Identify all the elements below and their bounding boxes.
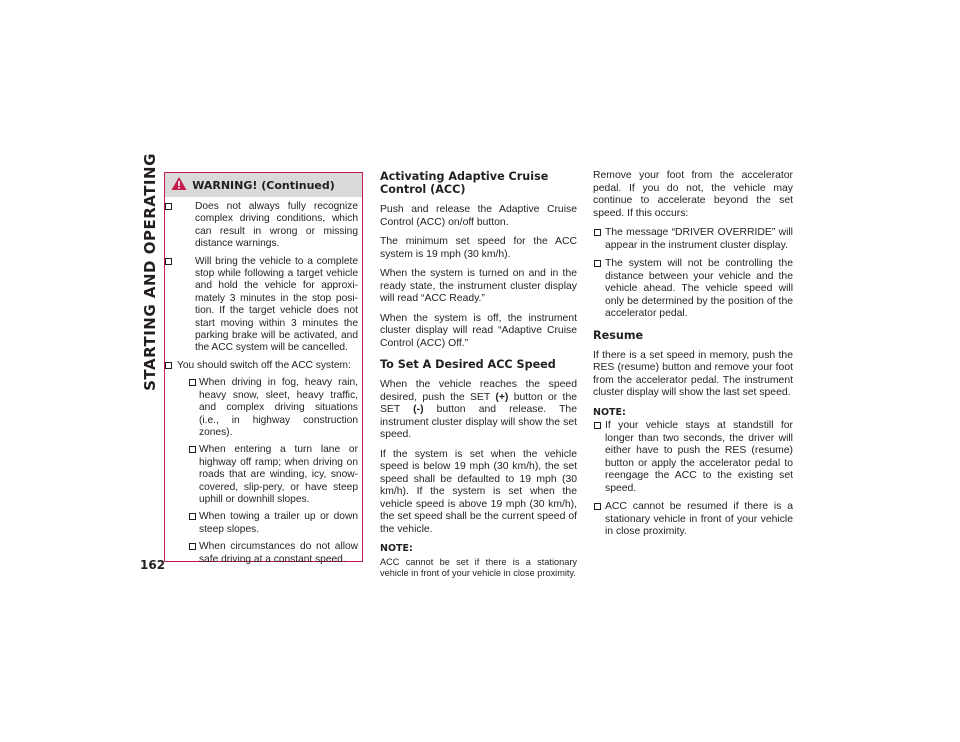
heading-set-speed: To Set A Desired ACC Speed (380, 358, 556, 371)
list-item: When driving in fog, heavy rain, heavy snow, sleet, heavy traffic, and complex driving situations (i.e., in highway construction zones). (177, 377, 358, 439)
warning-top-list (165, 201, 358, 355)
paragraph: The minimum set speed for the ACC system is 19 mph (30 km/h). (380, 236, 577, 260)
page-number: 162 (140, 558, 166, 572)
heading-resume: Resume (593, 328, 644, 342)
list-item: When circumstances do not allow safe driving at a constant speed. (177, 541, 358, 566)
paragraph: If the system is set when the vehicle speed is below 19 mph (30 km/h), the set speed shall be defaulted to 19 mph (30 km/h). If the system is set when the vehicle speed is above 19 mph (30 km/h), the set speed shall be the current speed of the vehicle. (380, 448, 577, 535)
override-list (593, 227, 793, 321)
square-bullet-icon (189, 379, 196, 386)
paragraph-set-speed: When the vehicle reaches the speed desired, push the SET (+) button or the SET (-) button and release. The instrument cluster display will show the set speed. (380, 379, 578, 440)
square-bullet-icon (165, 362, 172, 369)
warning-switch-off-list (165, 360, 358, 566)
note-label: NOTE: (380, 543, 413, 554)
list-item: If your vehicle stays at standstill for longer than two seconds, the driver will either have to push the RES (resume) button or apply the accelerator pedal to reengage the ACC to the existing set speed. (593, 420, 793, 495)
heading-activating-acc: Activating Adaptive Cruise Control (ACC) (380, 170, 549, 196)
paragraph: Push and release the Adaptive Cruise Control (ACC) on/off button. (380, 204, 577, 228)
section-title-text: STARTING AND OPERATING (141, 153, 159, 391)
square-bullet-icon (165, 258, 172, 265)
resume-note-list (593, 420, 793, 539)
warning-triangle-icon (171, 176, 187, 191)
list-item: Will bring the vehicle to a complete stop while following a target vehicle and hold the vehicle for approxi-mately 3 minutes in the stop posi-tion. If the target vehicle does not start moving within 3 minutes the parking brake will be activated, and the ACC system will be cancelled. (165, 256, 358, 355)
list-item: You should switch off the ACC system: When driving in fog, heavy rain, heavy snow, sleet, heavy traffic, and complex driving situations (i.e., in highway construction zones). When entering a turn lane or highway off ramp; when driving on roads that are winding, icy, snow-covered, slip-pery, or have steep uphill or downhill slopes. When towing a trailer up or down steep slopes. When circumstances do not allow safe driving at a constant speed. (165, 360, 358, 566)
right-column (593, 170, 793, 545)
paragraph: When the system is turned on and in the ready state, the instrument cluster display will read “ACC Ready.” (380, 268, 577, 304)
square-bullet-icon (594, 422, 601, 429)
square-bullet-icon (594, 260, 601, 267)
list-item: When entering a turn lane or highway off ramp; when driving on roads that are winding, icy, snow-covered, slip-pery, or have steep uphill or downhill slopes. (177, 444, 358, 506)
note-label: NOTE: (593, 406, 626, 418)
list-item: When towing a trailer up or down steep slopes. (177, 511, 358, 536)
middle-column (380, 170, 577, 587)
square-bullet-icon (189, 543, 196, 550)
paragraph: Remove your foot from the accelerator pedal. If you do not, the vehicle may continue to accelerate beyond the set speed. If this occurs: (593, 170, 793, 219)
warning-title: WARNING! (Continued) (192, 178, 335, 192)
warning-box (164, 172, 363, 565)
list-item: Does not always fully recognize complex driving conditions, which can result in wrong or missing distance warnings. (165, 201, 358, 251)
list-item: ACC cannot be resumed if there is a stationary vehicle in front of your vehicle in close proximity. (593, 501, 793, 539)
list-item: The system will not be controlling the distance between your vehicle and the vehicle ahead. The vehicle speed will only be determined by the position of the accelerator pedal. (593, 258, 793, 321)
square-bullet-icon (165, 203, 172, 210)
square-bullet-icon (594, 503, 601, 510)
paragraph: When the system is off, the instrument cluster display will read “Adaptive Cruise Control (ACC) Off.” (380, 312, 577, 349)
note-text: ACC cannot be set if there is a stationary vehicle in front of your vehicle in close proximity. (380, 556, 577, 578)
list-item: The message “DRIVER OVERRIDE” will appear in the instrument cluster display. (593, 227, 793, 252)
warning-body (165, 197, 362, 566)
warning-header (165, 173, 362, 197)
paragraph: If there is a set speed in memory, push the RES (resume) button and remove your foot from the accelerator pedal. The instrument cluster display will show the last set speed. (593, 349, 793, 398)
square-bullet-icon (189, 513, 196, 520)
warning-switch-off-sublist (177, 377, 358, 566)
section-sidebar-title (136, 153, 164, 391)
square-bullet-icon (189, 446, 196, 453)
square-bullet-icon (594, 229, 601, 236)
